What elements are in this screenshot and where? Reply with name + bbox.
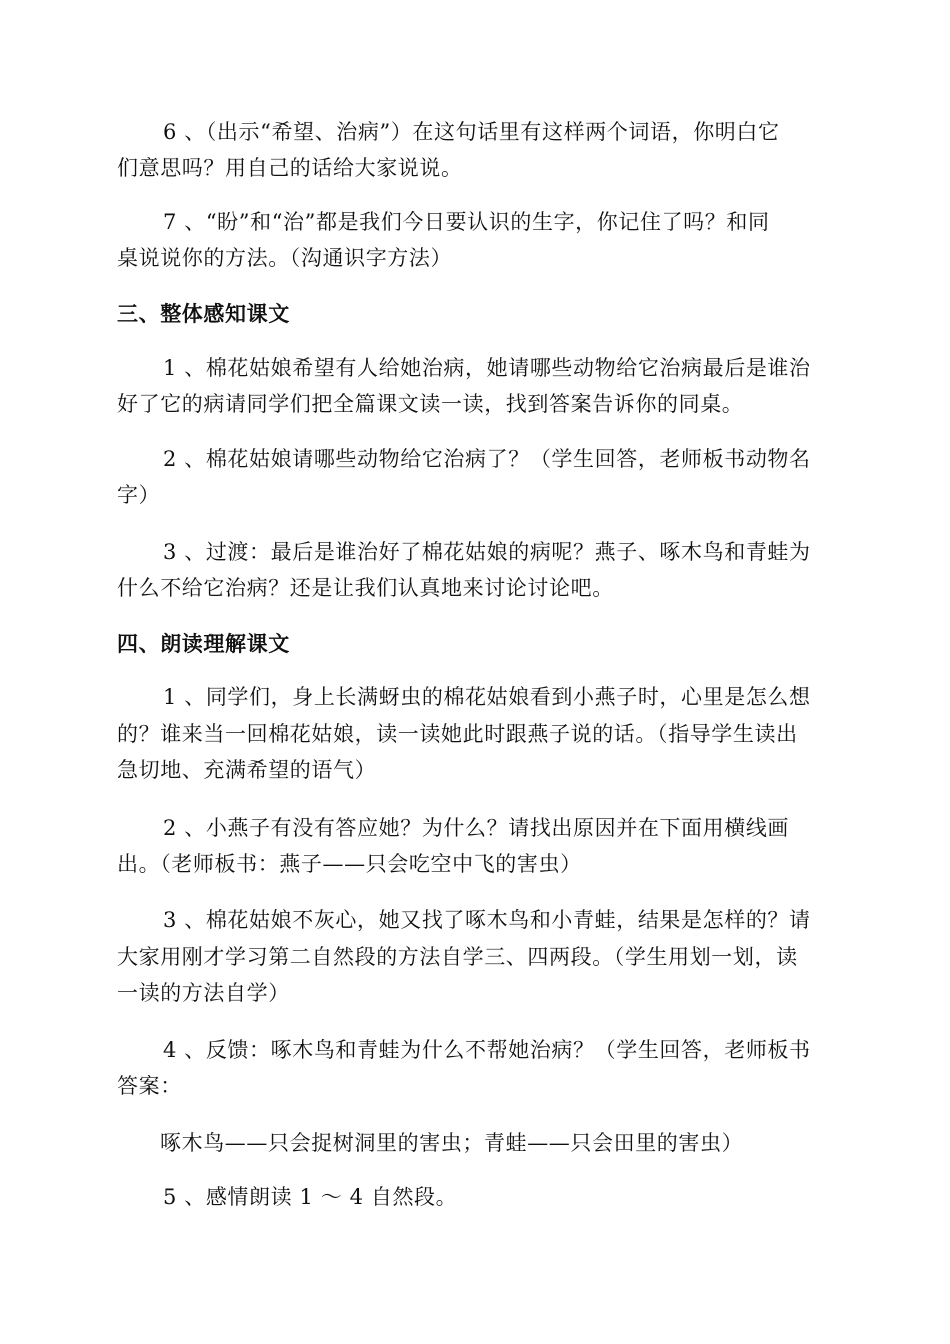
section-4-paragraph-5-line-1: 5 、感情朗读 1 ～ 4 自然段。 [163,1185,458,1209]
section-3-heading: 三、整体感知课文 [117,302,290,326]
section-4-paragraph-1-line-2: 的？谁来当一回棉花姑娘，读一读她此时跟燕子说的话。（指导学生读出 [117,722,798,746]
section-3-paragraph-2-line-2: 字） [117,483,161,507]
section-4-paragraph-1-line-1: 1 、同学们，身上长满蚜虫的棉花姑娘看到小燕子时，心里是怎么想 [163,685,811,709]
section-4-paragraph-3-line-3: 一读的方法自学） [117,981,290,1005]
paragraph-6-line-2: 们意思吗？用自己的话给大家说说。 [117,156,463,180]
section-4-paragraph-2-line-2: 出。（老师板书：燕子——只会吃空中飞的害虫） [117,852,582,876]
section-3-paragraph-1-line-2: 好了它的病请同学们把全篇课文读一读，找到答案告诉你的同桌。 [117,392,744,416]
section-3-paragraph-1-line-1: 1 、棉花姑娘希望有人给她治病，她请哪些动物给它治病最后是谁治 [163,356,811,380]
section-4-paragraph-4-line-1: 4 、反馈：啄木鸟和青蛙为什么不帮她治病？（学生回答，老师板书 [163,1038,811,1062]
section-4-paragraph-2-line-1: 2 、小燕子有没有答应她？为什么？请找出原因并在下面用横线画 [163,816,790,840]
section-4-paragraph-3-line-1: 3 、棉花姑娘不灰心，她又找了啄木鸟和小青蛙，结果是怎样的？请 [163,908,811,932]
paragraph-7-line-1: 7 、“盼”和“治”都是我们今日要认识的生字，你记住了吗？和同 [163,210,770,234]
section-3-paragraph-3-line-2: 什么不给它治病？还是让我们认真地来讨论讨论吧。 [117,576,614,600]
section-3-paragraph-3-line-1: 3 、过渡：最后是谁治好了棉花姑娘的病呢？燕子、啄木鸟和青蛙为 [163,540,811,564]
section-3-paragraph-2-line-1: 2 、棉花姑娘请哪些动物给它治病了？（学生回答，老师板书动物名 [163,447,811,471]
section-4-paragraph-4-line-3: 啄木鸟——只会捉树洞里的害虫；青蛙——只会田里的害虫） [160,1131,744,1155]
section-4-paragraph-1-line-3: 急切地、充满希望的语气） [117,758,377,782]
section-4-paragraph-4-line-2: 答案： [117,1074,182,1098]
paragraph-7-line-2: 桌说说你的方法。（沟通识字方法） [117,246,453,270]
paragraph-6-line-1: 6 、（出示“希望、治病”）在这句话里有这样两个词语，你明白它 [163,120,780,144]
section-4-paragraph-3-line-2: 大家用刚才学习第二自然段的方法自学三、四两段。（学生用划一划，读 [117,945,798,969]
section-4-heading: 四、朗读理解课文 [117,632,290,656]
